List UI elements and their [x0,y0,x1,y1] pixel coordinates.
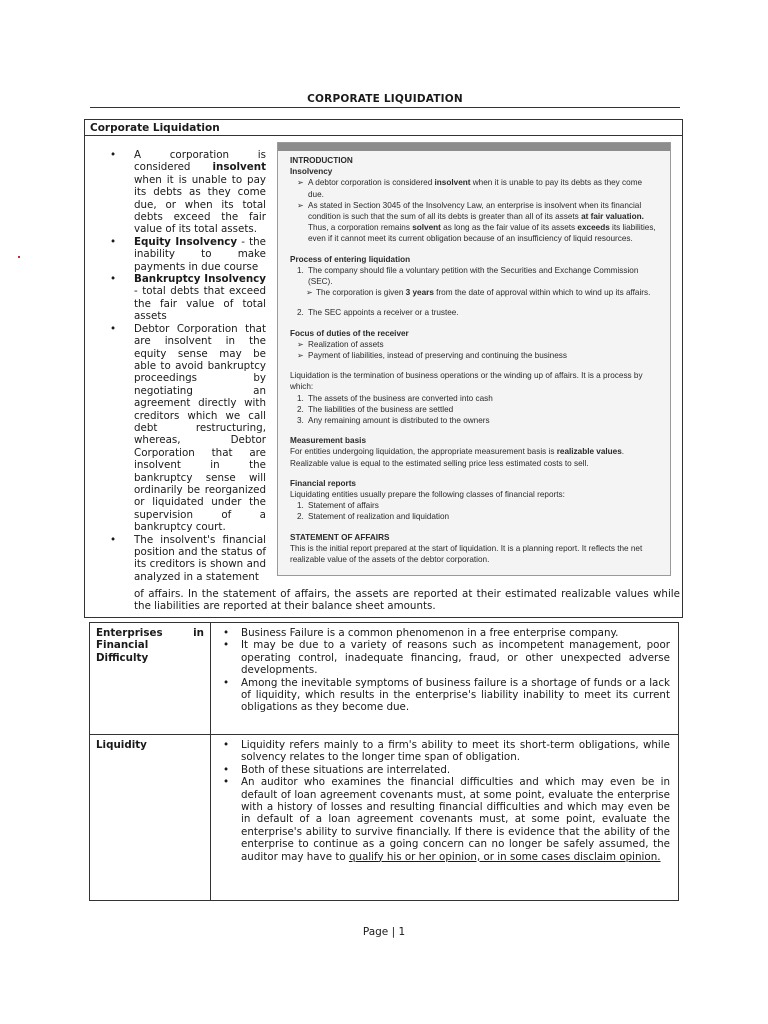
table-row [90,735,679,901]
list-item: • Both of these situations are interrelated. [217,764,670,776]
list-item: • A corporation is considered insolvent when it is unable to pay its debts as they come due, or when its total debts exceed the fair value of its total assets. [108,149,266,236]
statement-of-affairs-text: of affairs. In the statement of affairs, the assets are reported at their estimated realizable values while the liabilities are reported at their balance sheet amounts. [134,588,680,613]
list-item: • It may be due to a variety of reasons such as incompetent management, poor operating control, inadequate financing, fraud, or other unexpected adverse developments. [217,639,670,676]
scan-heading: Focus of duties of the receiver [290,328,409,338]
scan-bullet: ➢ A debtor corporation is considered insolvent when it is unable to pay its debts as they come due. [297,178,643,199]
scan-numbered-item: 2. The liabilities of the business are settled [297,404,454,414]
list-item: • Among the inevitable symptoms of business failure is a shortage of funds or a lack of liquidity, which results in the enterprise's liability inability to meet its current obligations as they become due. [217,677,670,714]
scanned-notes-image [277,142,671,576]
scan-paragraph: This is the initial report prepared at the start of liquidation. It is a planning report. It reflects the net realizable value of the assets of the debtor corporation. [290,543,643,565]
scan-bullet: ➢ The corporation is given 3 years from the date of approval within which to wind up its affairs. [306,288,651,298]
row-label: Liquidity [90,735,211,901]
list-item: • Liquidity refers mainly to a firm's ability to meet its short-term obligations, while solvency relates to the longer time span of obligation. [217,739,670,764]
title-underline [90,107,680,108]
insolvency-bullet-list [108,149,266,583]
scan-heading: STATEMENT OF AFFAIRS [290,532,390,542]
scan-bullet: ➢ As stated in Section 3045 of the Insolvency Law, an enterprise is insolvent when its financial condition is such that the sum of all its debts is greater than all of its assets at fair valuation. Thus, a corporation remains solvent as long as the fair value of its assets exceeds its liabilities, even if it cannot meet its current obligation because of an insufficiency of liquid resources. [297,200,656,244]
scan-bullet: ➢ Payment of liabilities, instead of preserving and continuing the business [297,351,567,361]
row-content [211,623,679,735]
section-title: Corporate Liquidation [90,122,220,134]
scan-numbered-item: 1. Statement of affairs [297,501,379,511]
scan-numbered-item: 2. Statement of realization and liquidation [297,512,450,522]
scan-heading: Measurement basis [290,436,366,446]
page-number: Page | 1 [362,926,406,938]
scan-bullet: ➢ Realization of assets [297,339,384,349]
scan-numbered-item: 2. The SEC appoints a receiver or a trustee. [297,308,459,318]
scan-heading: Process of entering liquidation [290,254,411,264]
scan-heading: Financial reports [290,478,356,488]
list-item: • Debtor Corporation that are insolvent in the equity sense may be able to avoid bankruptcy proceedings by negotiating an agreement directly with creditors which we call debt restructuring, whereas, Debtor Corporation that are insolvent in the bankruptcy sense will ordinarily be reorganized or liquidated under the supervision of a bankruptcy court. [108,323,266,534]
margin-mark [18,256,20,258]
scan-paragraph: For entities undergoing liquidation, the appropriate measurement basis is realizable values. Realizable value is equal to the estimated selling price less estimated costs to sell. [290,447,625,468]
scan-paragraph: Liquidation is the termination of business operations or the winding up of affairs. It is a process by which: [290,371,643,392]
table-row [90,623,679,735]
list-item: • Equity Insolvency - the inability to make payments in due course [108,236,266,273]
list-item: • An auditor who examines the financial difficulties and which may even be in default of loan agreement covenants must, at some point, evaluate the enterprise with a history of losses and resulting financial difficulties and which may even be in default of a loan agreement covenants must, at some point, evaluate the enterprise's ability to survive financially. If there is evidence that the ability of the enterprise to continue as a going concern can no longer be safely assumed, the auditor may have to qualify his or her opinion, or in some cases disclaim opinion. [217,776,670,863]
scan-numbered-item: 3. Any remaining amount is distributed to the owners [297,416,490,426]
scan-heading: Insolvency [290,167,333,177]
document-title: CORPORATE LIQUIDATION [307,93,463,105]
list-item: • Business Failure is a common phenomenon in a free enterprise company. [217,627,670,639]
scan-top-border [278,143,670,151]
scan-paragraph: Liquidating entities usually prepare the following classes of financial reports: [290,490,565,500]
list-item: • Bankruptcy Insolvency - total debts that exceed the fair value of total assets [108,273,266,323]
row-label: Enterprises in Financial Difficulty [90,623,211,735]
scan-heading: INTRODUCTION [290,156,353,165]
box-header-divider [84,135,683,136]
list-item: • The insolvent's financial position and the status of its creditors is shown and analyzed in a statement [108,534,266,584]
scan-numbered-item: 1. The company should file a voluntary petition with the Securities and Exchange Commission (SEC). [297,265,639,287]
scan-numbered-item: 1. The assets of the business are converted into cash [297,393,493,403]
topics-table [89,622,679,901]
row-content [211,735,679,901]
